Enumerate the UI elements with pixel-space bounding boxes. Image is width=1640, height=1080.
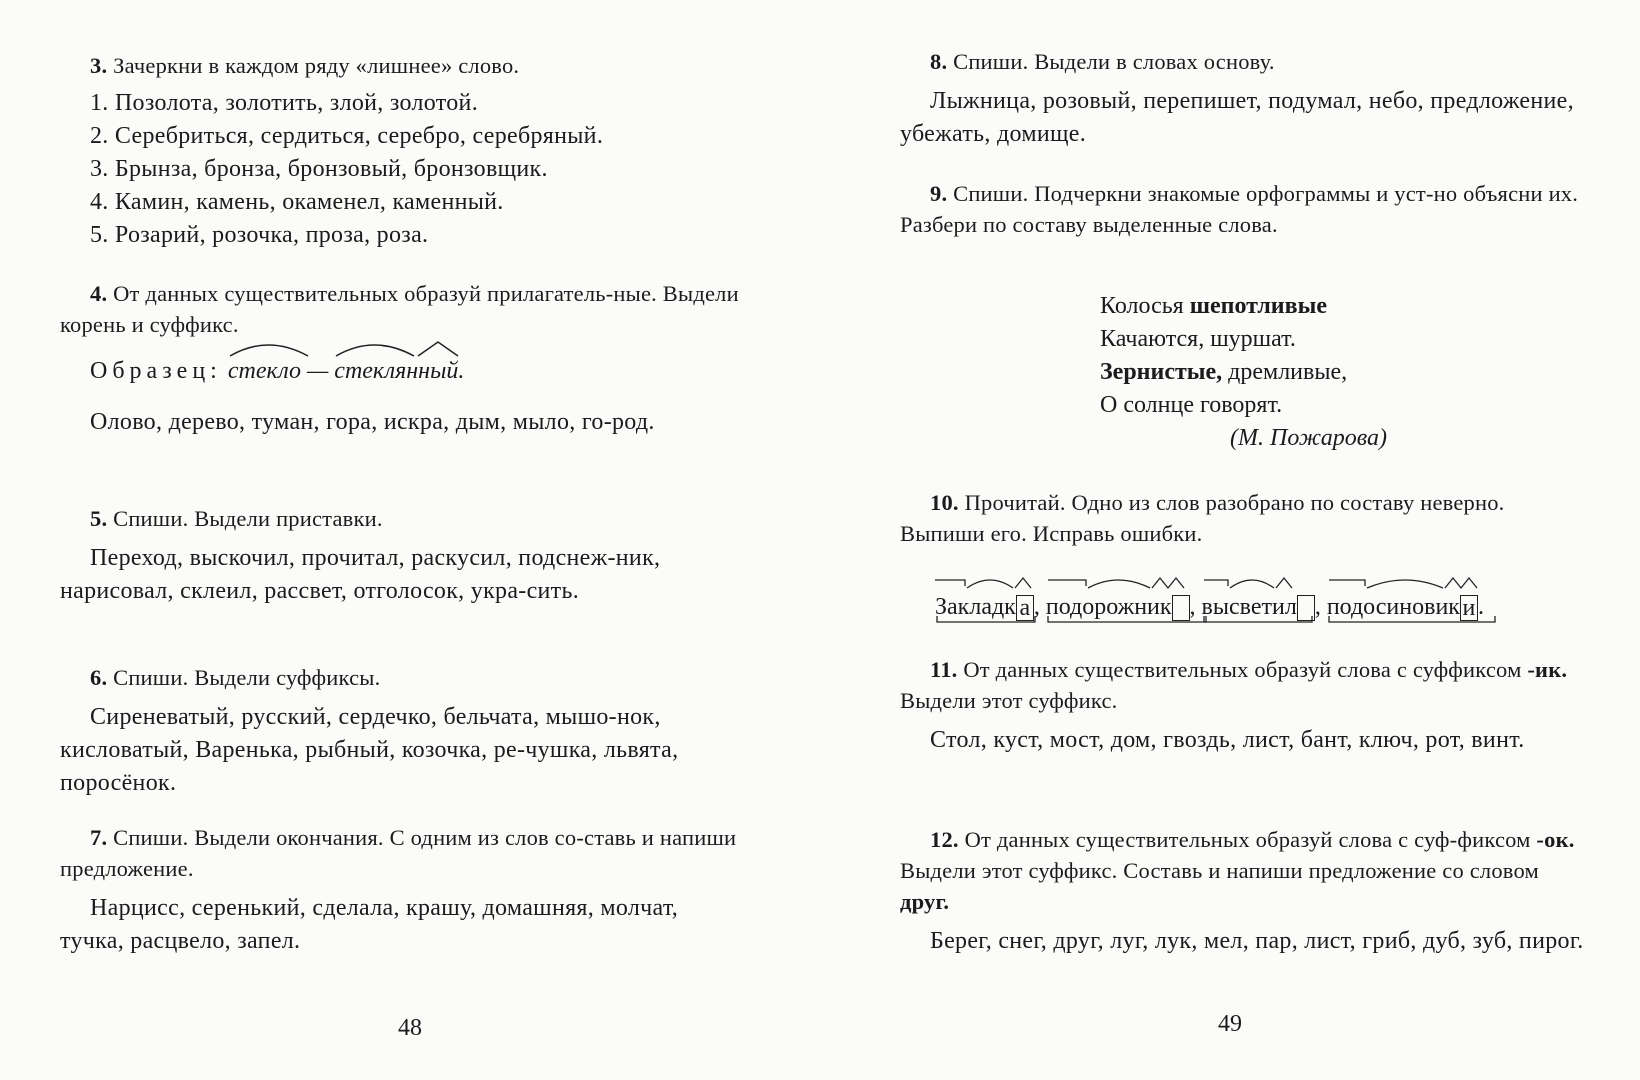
task-6-words: Сиреневатый, русский, сердечко, бельчата, мышо-нок, кисловатый, Варенька, рыбный, козочка, ре-чушка, львята, поросёнок. bbox=[60, 704, 679, 796]
task-8 bbox=[900, 46, 1580, 151]
page-number: 49 bbox=[1218, 1011, 1242, 1037]
morpheme-marks-icon bbox=[935, 578, 1045, 638]
task-7 bbox=[60, 822, 740, 958]
ending-box: а bbox=[1016, 595, 1034, 621]
morph-word-zakladka: Закладк а bbox=[935, 590, 1034, 624]
sample-row: Образец: стекло — стеклянный. bbox=[60, 354, 740, 388]
task-6-instruction: 6. Спиши. Выдели суффиксы. bbox=[90, 665, 381, 690]
sample-label: Образец: bbox=[90, 358, 222, 384]
sample-word-derived: стеклянный bbox=[334, 354, 458, 388]
morph-word-podosinoviki: подосиновик и bbox=[1327, 590, 1478, 624]
task-4-instruction: 4. От данных существительных образуй прилагатель-ные. Выдели корень и суффикс. bbox=[60, 281, 739, 337]
task-11 bbox=[900, 654, 1590, 757]
poem-line: Качаются, шуршат. bbox=[1100, 326, 1296, 352]
ending-box: и bbox=[1460, 595, 1478, 621]
task-12-instruction: 12. От данных существительных образуй слова с суф-фиксом -ок. Выдели этот суффикс. Составь и напиши предложение со словом друг. bbox=[900, 827, 1575, 914]
list-item: 2. Серебриться, сердиться, серебро, серебряный. bbox=[90, 123, 604, 149]
task-number: 3. bbox=[90, 53, 108, 78]
task-9 bbox=[900, 178, 1590, 240]
task-3-instruction: 3. Зачеркни в каждом ряду «лишнее» слово. bbox=[90, 53, 520, 78]
task-10-instruction: 10. Прочитай. Одно из слов разобрано по составу неверно. Выпиши его. Исправь ошибки. bbox=[900, 490, 1505, 546]
morpheme-marks-icon bbox=[1202, 578, 1332, 638]
task-7-instruction: 7. Спиши. Выдели окончания. С одним из слов со-ставь и напиши предложение. bbox=[60, 825, 737, 881]
task-6 bbox=[60, 662, 740, 800]
task-11-instruction: 11. От данных существительных образуй слова с суффиксом -ик. Выдели этот суффикс. bbox=[900, 657, 1568, 713]
task-5 bbox=[60, 503, 740, 608]
task-11-words: Стол, куст, мост, дом, гвоздь, лист, бант, ключ, рот, винт. bbox=[930, 727, 1525, 753]
task-4-words: Олово, дерево, туман, гора, искра, дым, мыло, го-род. bbox=[90, 409, 655, 435]
morph-word-vysvetil: высветил bbox=[1202, 590, 1315, 624]
list-item: 1. Позолота, золотить, злой, золотой. bbox=[90, 90, 478, 116]
poem-line: О солнце говорят. bbox=[1100, 392, 1283, 418]
task-3 bbox=[60, 50, 750, 252]
sample-word-root: стекло bbox=[228, 354, 301, 388]
morphology-row: Закладк а , подорожник , высветил , подосиновик и . bbox=[935, 590, 1484, 624]
poem-line: Колосья шепотливые bbox=[1100, 293, 1327, 319]
task-10 bbox=[900, 487, 1590, 549]
task-5-instruction: 5. Спиши. Выдели приставки. bbox=[90, 506, 383, 531]
root-suffix-marks-icon bbox=[334, 340, 474, 360]
task-7-words: Нарцисс, серенький, сделала, крашу, домашняя, молчат, тучка, расцвело, запел. bbox=[60, 895, 679, 954]
task-8-instruction: 8. Спиши. Выдели в словах основу. bbox=[930, 49, 1275, 74]
poem-author: (М. Пожарова) bbox=[1230, 425, 1387, 451]
task-4 bbox=[60, 278, 740, 439]
list-item: 3. Брынза, бронза, бронзовый, бронзовщик. bbox=[90, 156, 548, 182]
list-item: 5. Розарий, розочка, проза, роза. bbox=[90, 222, 429, 248]
task-12-words: Берег, снег, друг, луг, лук, мел, пар, лист, гриб, дуб, зуб, пирог. bbox=[930, 928, 1584, 954]
right-page bbox=[820, 0, 1640, 1080]
root-arc-icon bbox=[228, 340, 308, 360]
morph-word-podorozhnik: подорожник bbox=[1046, 590, 1190, 624]
task-5-words: Переход, выскочил, прочитал, раскусил, подснеж-ник, нарисовал, склеил, рассвет, отголосок, укра-сить. bbox=[60, 545, 661, 604]
task-8-words: Лыжница, розовый, перепишет, подумал, небо, предложение, убежать, домище. bbox=[900, 88, 1574, 147]
list-item: 4. Камин, камень, окаменел, каменный. bbox=[90, 189, 504, 215]
task-9-instruction: 9. Спиши. Подчеркни знакомые орфограммы и уст-но объясни их. Разбери по составу выделенные слова. bbox=[900, 181, 1579, 237]
poem bbox=[1100, 290, 1387, 455]
poem-line: Зернистые, дремливые, bbox=[1100, 359, 1348, 385]
task-12 bbox=[900, 824, 1590, 958]
page-number: 48 bbox=[398, 1015, 422, 1041]
morpheme-marks-icon bbox=[1327, 578, 1527, 638]
morpheme-marks-icon bbox=[1046, 578, 1216, 638]
